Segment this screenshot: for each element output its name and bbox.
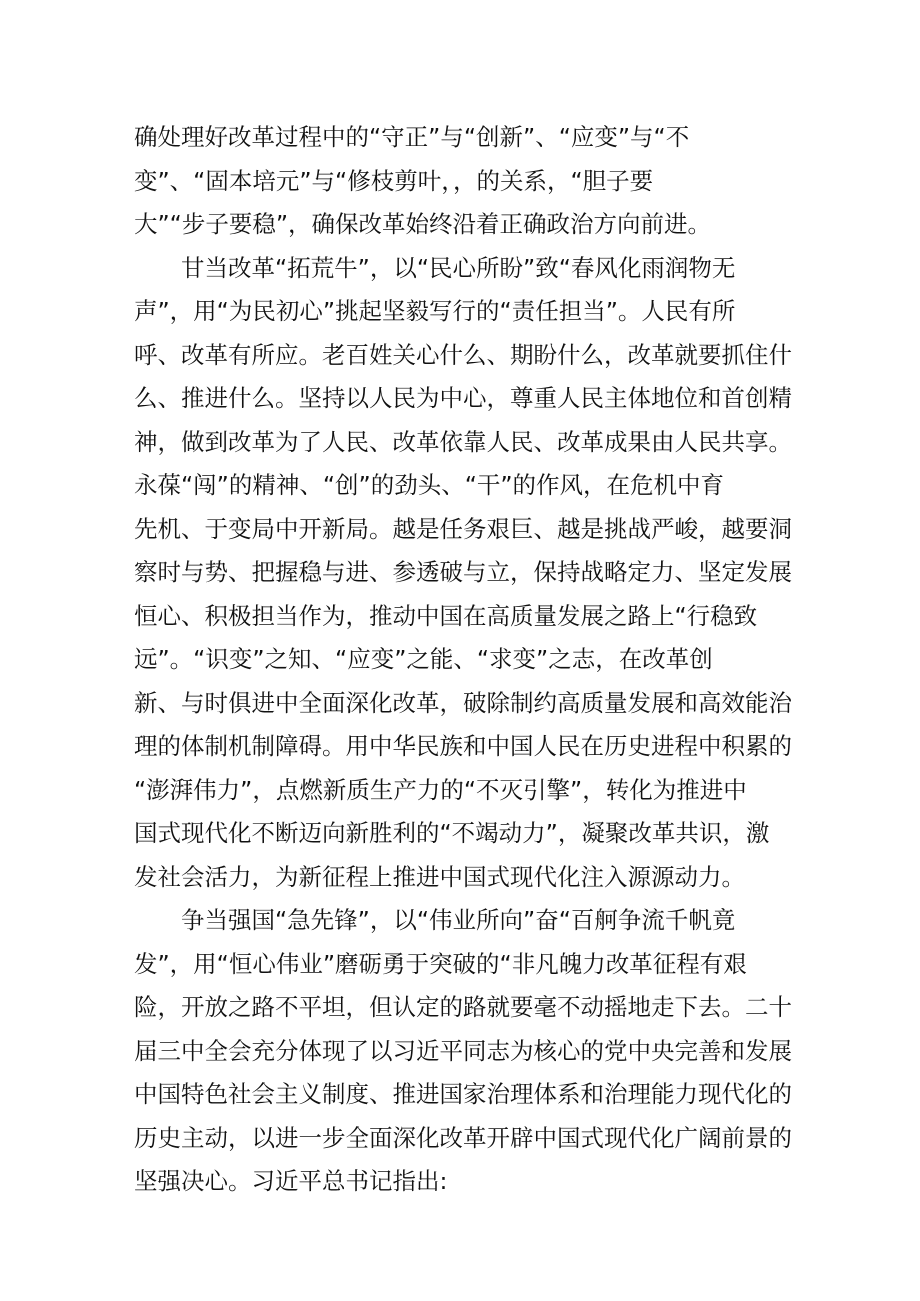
text-line: 恒心、积极担当作为，推动中国在高质量发展之路上“行稳致 bbox=[134, 601, 758, 630]
text-line: 坚强决心。习近平总书记指出: bbox=[134, 1167, 448, 1195]
text-line: 理的体制机制障碍。用中华民族和中国人民在历史进程中积累的 bbox=[134, 732, 792, 760]
text-line: “澎湃伟力”，点燃新质生产力的“不灭引擎”，转化为推进中 bbox=[134, 775, 747, 804]
paragraph-start-line: 争当强国“急先锋”，以“伟业所向”奋“百舸争流千帆竟 bbox=[134, 906, 736, 934]
text-line: 察时与势、把握稳与进、参透破与立，保持战略定力、坚定发展 bbox=[134, 558, 792, 586]
text-line: 发”，用“恒心伟业”磨砺勇于突破的“非凡魄力改革征程有艰 bbox=[134, 949, 747, 978]
text-line: 险，开放之路不平坦，但认定的路就要毫不动摇地走下去。二十 bbox=[134, 993, 792, 1021]
paragraph-start-line: 甘当改革“拓荒牛”，以“民心所盼”致“春风化雨润物无 bbox=[134, 253, 736, 282]
text-line: 届三中全会充分体现了以习近平同志为核心的党中央完善和发展 bbox=[134, 1036, 792, 1065]
text-line: 先机、于变局中开新局。越是任务艰巨、越是挑战严峻，越要洞 bbox=[134, 514, 792, 543]
text-line: 历史主动，以进一步全面深化改革开辟中国式现代化广阔前景的 bbox=[134, 1123, 792, 1152]
text-line: 大”“步子要稳”，确保改革始终沿着正确政治方向前进。 bbox=[134, 210, 712, 238]
text-line: 远”。“识变”之知、“应变”之能、“求变”之志，在改革创 bbox=[134, 645, 713, 673]
text-line: 国式现代化不断迈向新胜利的“不竭动力”，凝聚改革共识，激 bbox=[134, 819, 770, 847]
text-line: 新、与时俱进中全面深化改革，破除制约高质量发展和高效能治 bbox=[134, 688, 792, 717]
text-line: 神，做到改革为了人民、改革依靠人民、改革成果由人民共享。 bbox=[134, 427, 792, 456]
text-line: 么、推进什么。坚持以人民为中心，尊重人民主体地位和首创精 bbox=[134, 384, 792, 412]
document-body bbox=[134, 116, 794, 1204]
text-line: 变”、“固本培元”与“修枝剪叶，，的关系，“胆子要 bbox=[134, 166, 654, 195]
text-line: 永葆“闯”的精神、“创”的劲头、“干”的作风，在危机中育 bbox=[134, 471, 725, 499]
text-line: 呼、改革有所应。老百姓关心什么、期盼什么，改革就要抓住什 bbox=[134, 340, 792, 369]
text-line: 中国特色社会主义制度、推进国家治理体系和治理能力现代化的 bbox=[134, 1080, 792, 1108]
text-line: 声”，用“为民初心”挑起坚毅写行的“责任担当”。人民有所 bbox=[134, 297, 736, 325]
text-line: 发社会活力，为新征程上推进中国式现代化注入源源动力。 bbox=[134, 862, 745, 891]
text-line: 确处理好改革过程中的“守正”与“创新”、“应变”与“不 bbox=[134, 123, 690, 151]
